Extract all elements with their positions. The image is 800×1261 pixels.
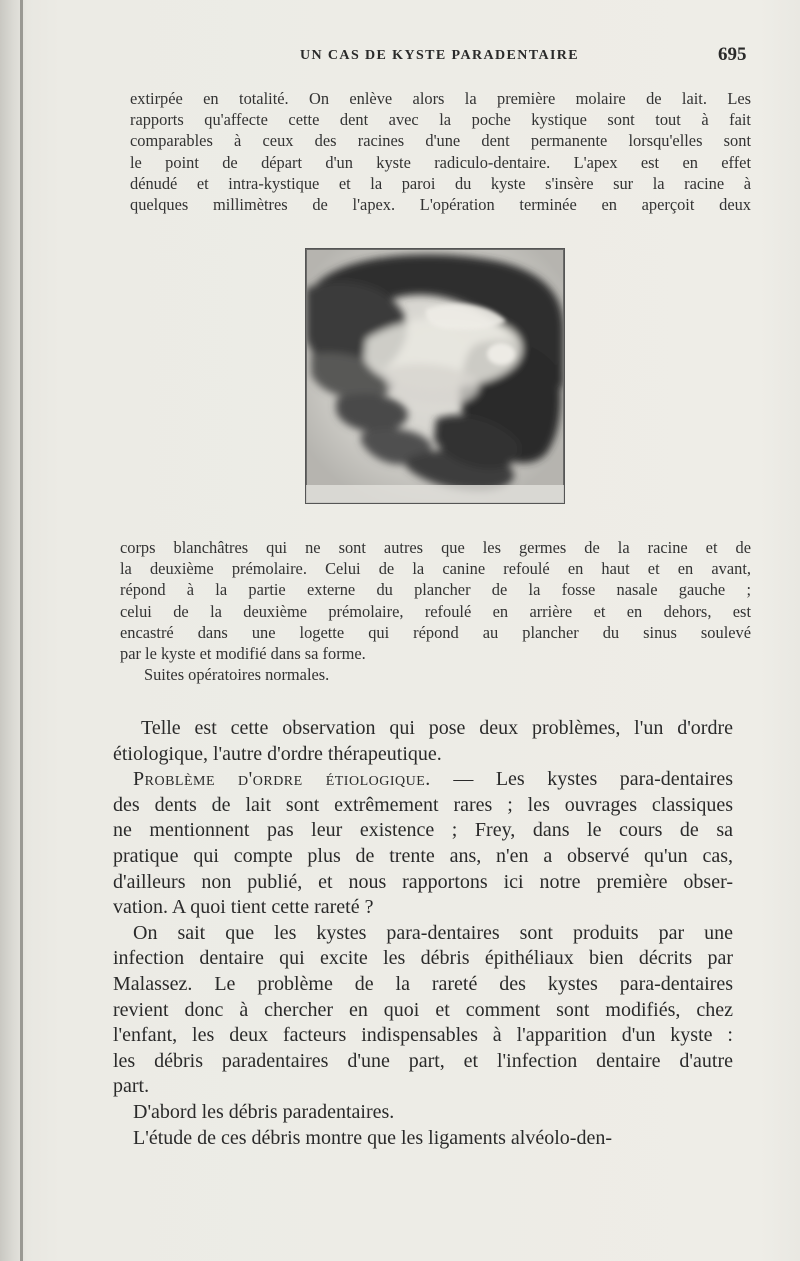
paragraph-top <box>130 88 751 215</box>
paragraph-caption <box>120 537 751 685</box>
text-line: pratique qui compte plus de trente ans, n'en a observé qu'un cas, <box>113 844 733 867</box>
body-text <box>113 716 733 1151</box>
text-line: infection dentaire qui excite les débris épithéliaux bien décrits par <box>113 947 733 970</box>
text-line: rapports qu'affecte cette dent avec la poche kystique sont tout à fait <box>130 110 751 130</box>
text-line: On sait que les kystes para-dentaires sont produits par une <box>133 921 733 944</box>
book-spine-edge <box>20 0 23 1261</box>
section-heading-line <box>113 767 733 793</box>
text-line: dénudé et intra-kystique et la paroi du kyste s'insère sur la racine à <box>130 173 751 193</box>
radiograph-image <box>306 249 564 503</box>
text-line: encastré dans une logette qui répond au plancher du sinus soulevé <box>120 622 751 642</box>
text-line: D'abord les débris paradentaires. <box>133 1100 395 1123</box>
text-line: l'enfant, les deux facteurs indispensables à l'apparition d'un kyste : <box>113 1024 733 1047</box>
text-line: des dents de lait sont extrêmement rares ; les ouvrages classiques <box>113 793 733 816</box>
text-line: L'étude de ces débris montre que les ligaments alvéolo-den- <box>133 1126 612 1149</box>
text-line: celui de la deuxième prémolaire, refoulé en arrière et en dehors, est <box>120 601 751 621</box>
text-line: ne mentionnent pas leur existence ; Frey, dans le cours de sa <box>113 819 733 842</box>
text-line: étiologique, l'autre d'ordre thérapeutique. <box>113 742 442 765</box>
text-line: vation. A quoi tient cette rareté ? <box>113 896 374 919</box>
text-line: Suites opératoires normales. <box>144 665 330 685</box>
text-line: d'ailleurs non publié, et nous rapportons ici notre première obser- <box>113 870 733 893</box>
text-line: comparables à ceux des racines d'une dent permanente lorsqu'elles sont <box>130 131 751 151</box>
text-line: Les kystes para-dentaires <box>495 768 733 791</box>
text-line: les débris paradentaires d'une part, et l'infection dentaire d'autre <box>113 1049 733 1072</box>
text-line: le point de départ d'un kyste radiculo-dentaire. L'apex est en effet <box>130 152 751 172</box>
running-title: UN CAS DE KYSTE PARADENTAIRE <box>300 48 580 63</box>
page-number: 695 <box>718 44 747 65</box>
text-line: extirpée en totalité. On enlève alors la première molaire de lait. Les <box>130 89 751 108</box>
text-line: répond à la partie externe du plancher de la fosse nasale gauche ; <box>120 580 751 600</box>
text-line: revient donc à chercher en quoi et comment sont modifiés, chez <box>113 998 733 1021</box>
section-heading: Problème d'ordre étiologique. <box>133 768 431 791</box>
text-line: Malassez. Le problème de la rareté des kystes para-dentaires <box>113 972 733 995</box>
text-line: part. <box>113 1075 150 1098</box>
em-dash: — <box>430 768 496 791</box>
text-line: Telle est cette observation qui pose deux problèmes, l'un d'ordre <box>141 717 733 739</box>
text-line: par le kyste et modifié dans sa forme. <box>120 644 366 664</box>
text-line: corps blanchâtres qui ne sont autres que les germes de la racine et de <box>120 538 751 557</box>
text-line: quelques millimètres de l'apex. L'opération terminée en aperçoit deux <box>130 195 751 215</box>
radiograph-figure <box>305 248 565 504</box>
text-line: la deuxième prémolaire. Celui de la canine refoulé en haut et en avant, <box>120 559 751 579</box>
